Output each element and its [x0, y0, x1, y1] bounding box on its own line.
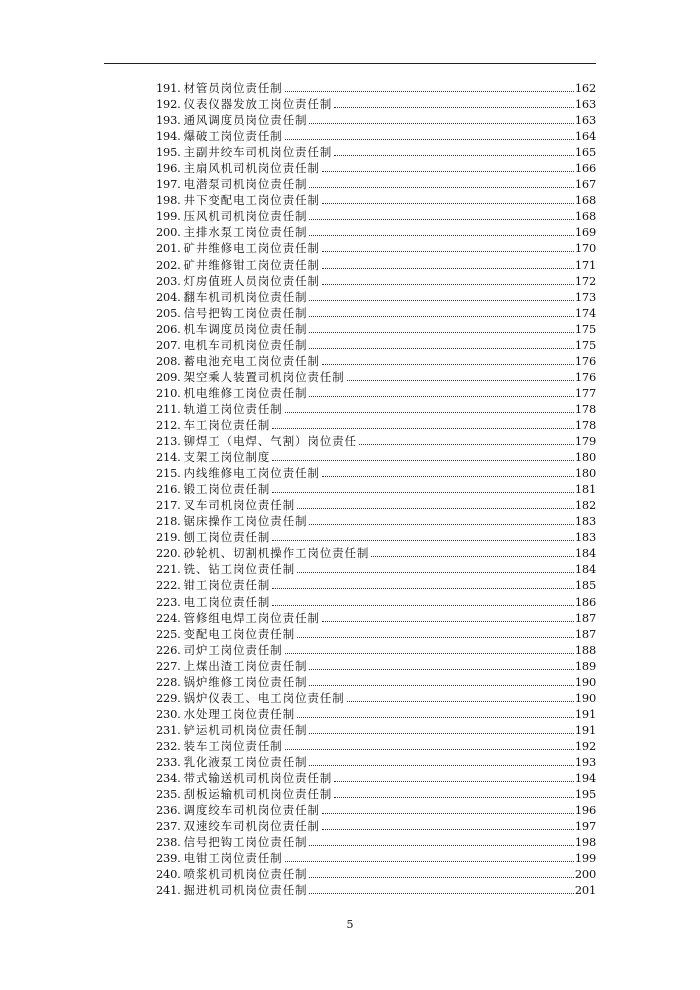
toc-entry[interactable] [156, 626, 596, 642]
toc-dot-leader [272, 460, 574, 461]
toc-dot-leader [309, 765, 573, 766]
toc-entry-title: 架空乘人装置司机岗位责任制 [183, 369, 345, 384]
toc-entry[interactable] [156, 417, 596, 433]
toc-dot-leader [285, 861, 574, 862]
toc-entry[interactable] [156, 160, 596, 176]
toc-entry[interactable] [156, 722, 596, 738]
toc-entry-title: 轨道工岗位责任制 [183, 401, 283, 416]
toc-entry[interactable] [156, 337, 596, 353]
toc-entry[interactable] [156, 112, 596, 128]
toc-entry[interactable] [156, 96, 596, 112]
toc-entry-page: 174 [574, 305, 596, 320]
toc-entry-number: 202. [156, 257, 181, 272]
toc-entry-page: 175 [574, 321, 596, 336]
toc-entry[interactable] [156, 305, 596, 321]
toc-entry[interactable] [156, 401, 596, 417]
toc-entry-page: 176 [574, 353, 596, 368]
toc-entry-page: 172 [574, 273, 596, 288]
toc-dot-leader [309, 685, 573, 686]
toc-entry-page: 188 [574, 642, 596, 657]
toc-entry-page: 165 [574, 145, 596, 160]
toc-entry[interactable] [156, 706, 596, 722]
toc-dot-leader [309, 524, 573, 525]
toc-entry-title: 掘进机司机岗位责任制 [183, 883, 308, 898]
toc-entry-number: 200. [156, 225, 181, 240]
toc-entry-number: 235. [156, 787, 181, 802]
toc-entry[interactable] [156, 80, 596, 96]
toc-entry-title: 带式输送机司机岗位责任制 [183, 771, 333, 786]
toc-entry-title: 机车调度员岗位责任制 [183, 321, 308, 336]
toc-entry[interactable] [156, 545, 596, 561]
toc-entry-title: 主排水泵工岗位责任制 [183, 225, 308, 240]
toc-entry-page: 166 [574, 161, 596, 176]
toc-entry[interactable] [156, 642, 596, 658]
toc-dot-leader [334, 155, 574, 156]
toc-entry-number: 234. [156, 771, 181, 786]
toc-entry[interactable] [156, 658, 596, 674]
toc-entry-number: 198. [156, 193, 181, 208]
toc-entry-page: 162 [574, 81, 596, 95]
toc-entry-page: 173 [574, 289, 596, 304]
toc-entry-number: 232. [156, 738, 181, 753]
toc-entry-page: 194 [574, 771, 596, 786]
toc-entry-page: 180 [574, 466, 596, 481]
toc-entry[interactable] [156, 690, 596, 706]
toc-entry-page: 170 [574, 241, 596, 256]
toc-dot-leader [309, 396, 573, 397]
toc-dot-leader [322, 476, 574, 477]
toc-entry-page: 195 [574, 787, 596, 802]
toc-dot-leader [309, 733, 573, 734]
toc-entry-number: 233. [156, 754, 181, 769]
toc-dot-leader [309, 893, 573, 894]
toc-entry-number: 204. [156, 289, 181, 304]
toc-entry-number: 240. [156, 867, 181, 882]
toc-entry-number: 210. [156, 385, 181, 400]
toc-dot-leader [322, 284, 574, 285]
toc-entry[interactable] [156, 353, 596, 369]
toc-entry-number: 223. [156, 594, 181, 609]
toc-entry-title: 主副井绞车司机岗位责任制 [183, 145, 333, 160]
toc-entry-title: 矿井维修电工岗位责任制 [183, 241, 320, 256]
toc-entry-title: 锻工岗位责任制 [183, 482, 271, 497]
toc-entry-number: 203. [156, 273, 181, 288]
toc-dot-leader [322, 268, 574, 269]
toc-dot-leader [309, 316, 573, 317]
toc-entry-page: 198 [574, 835, 596, 850]
toc-entry-page: 169 [574, 225, 596, 240]
toc-entry-page: 192 [574, 738, 596, 753]
toc-entry-number: 226. [156, 642, 181, 657]
toc-dot-leader [309, 187, 573, 188]
toc-entry-number: 228. [156, 674, 181, 689]
toc-entry-title: 电机车司机岗位责任制 [183, 337, 308, 352]
toc-dot-leader [297, 572, 574, 573]
toc-entry-number: 222. [156, 578, 181, 593]
toc-entry-title: 锯床操作工岗位责任制 [183, 514, 308, 529]
toc-dot-leader [322, 829, 574, 830]
toc-entry-title: 叉车司机岗位责任制 [183, 498, 296, 513]
toc-entry-number: 211. [156, 401, 181, 416]
toc-entry-title: 矿井维修钳工岗位责任制 [183, 257, 320, 272]
toc-entry-page: 180 [574, 450, 596, 465]
toc-entry-number: 214. [156, 450, 181, 465]
toc-entry[interactable] [156, 594, 596, 610]
toc-entry-title: 电钳工岗位责任制 [183, 851, 283, 866]
toc-entry[interactable] [156, 289, 596, 305]
toc-entry[interactable] [156, 818, 596, 834]
toc-dot-leader [272, 492, 574, 493]
toc-entry[interactable] [156, 257, 596, 273]
toc-entry-title: 主扇风机司机岗位责任制 [183, 161, 320, 176]
toc-entry-title: 信号把钩工岗位责任制 [183, 835, 308, 850]
table-of-contents [156, 80, 596, 898]
toc-dot-leader [322, 203, 574, 204]
toc-entry-title: 变配电工岗位责任制 [183, 626, 296, 641]
toc-dot-leader [272, 428, 574, 429]
toc-entry-title: 刨工岗位责任制 [183, 530, 271, 545]
toc-dot-leader [297, 508, 574, 509]
toc-entry-number: 192. [156, 97, 181, 112]
toc-entry-number: 229. [156, 690, 181, 705]
toc-entry[interactable] [156, 561, 596, 577]
toc-entry-number: 225. [156, 626, 181, 641]
toc-entry[interactable] [156, 465, 596, 481]
toc-dot-leader [285, 91, 574, 92]
toc-entry-title: 锅炉仪表工、电工岗位责任制 [183, 690, 345, 705]
toc-entry-title: 双速绞车司机岗位责任制 [183, 819, 320, 834]
toc-entry[interactable] [156, 321, 596, 337]
toc-entry-number: 212. [156, 417, 181, 432]
toc-entry-page: 163 [574, 97, 596, 112]
toc-entry[interactable] [156, 513, 596, 529]
toc-entry-page: 199 [574, 851, 596, 866]
toc-entry-title: 钳工岗位责任制 [183, 578, 271, 593]
toc-entry-title: 铲运机司机岗位责任制 [183, 722, 308, 737]
toc-entry-page: 168 [574, 209, 596, 224]
toc-entry-title: 灯房值班人员岗位责任制 [183, 273, 320, 288]
toc-entry-title: 材管员岗位责任制 [183, 81, 283, 95]
toc-entry-title: 锅炉维修工岗位责任制 [183, 674, 308, 689]
toc-dot-leader [272, 605, 574, 606]
toc-entry-number: 194. [156, 129, 181, 144]
toc-entry-page: 175 [574, 337, 596, 352]
toc-entry[interactable] [156, 866, 596, 882]
toc-entry-number: 217. [156, 498, 181, 513]
toc-entry[interactable] [156, 738, 596, 754]
toc-entry-number: 219. [156, 530, 181, 545]
toc-entry[interactable] [156, 770, 596, 786]
toc-entry[interactable] [156, 240, 596, 256]
toc-dot-leader [371, 556, 573, 557]
toc-entry-page: 187 [574, 610, 596, 625]
toc-entry-title: 调度绞车司机岗位责任制 [183, 803, 320, 818]
toc-entry-page: 184 [574, 546, 596, 561]
toc-dot-leader [309, 877, 573, 878]
toc-entry-page: 179 [574, 434, 596, 449]
toc-entry-title: 翻车机司机岗位责任制 [183, 289, 308, 304]
toc-entry-number: 230. [156, 706, 181, 721]
toc-dot-leader [322, 364, 574, 365]
toc-entry-number: 195. [156, 145, 181, 160]
toc-entry-number: 220. [156, 546, 181, 561]
toc-entry-title: 喷浆机司机岗位责任制 [183, 867, 308, 882]
toc-entry-page: 163 [574, 113, 596, 128]
toc-entry-title: 管修组电焊工岗位责任制 [183, 610, 320, 625]
toc-entry[interactable] [156, 192, 596, 208]
toc-entry[interactable] [156, 674, 596, 690]
toc-dot-leader [322, 171, 574, 172]
toc-entry-page: 187 [574, 626, 596, 641]
toc-entry-page: 190 [574, 690, 596, 705]
toc-entry-page: 167 [574, 177, 596, 192]
toc-entry-page: 178 [574, 417, 596, 432]
toc-entry-number: 213. [156, 434, 181, 449]
toc-entry-page: 178 [574, 401, 596, 416]
toc-dot-leader [297, 637, 574, 638]
toc-dot-leader [285, 139, 574, 140]
toc-entry-page: 181 [574, 482, 596, 497]
toc-entry-number: 215. [156, 466, 181, 481]
toc-entry-number: 196. [156, 161, 181, 176]
toc-entry[interactable] [156, 529, 596, 545]
toc-entry-page: 193 [574, 754, 596, 769]
toc-dot-leader [322, 251, 574, 252]
toc-entry-title: 内线维修电工岗位责任制 [183, 466, 320, 481]
toc-entry-number: 201. [156, 241, 181, 256]
toc-dot-leader [309, 235, 573, 236]
toc-entry-page: 171 [574, 257, 596, 272]
toc-entry-number: 221. [156, 562, 181, 577]
toc-entry-page: 164 [574, 129, 596, 144]
toc-entry-title: 乳化液泵工岗位责任制 [183, 754, 308, 769]
toc-entry-title: 砂轮机、切割机操作工岗位责任制 [183, 546, 370, 561]
toc-entry[interactable] [156, 449, 596, 465]
toc-entry-page: 183 [574, 514, 596, 529]
toc-dot-leader [272, 540, 574, 541]
toc-entry-page: 201 [574, 883, 596, 898]
toc-entry-title: 刮板运输机司机岗位责任制 [183, 787, 333, 802]
toc-entry[interactable] [156, 128, 596, 144]
toc-dot-leader [334, 797, 574, 798]
page-number: 5 [346, 918, 354, 931]
toc-entry[interactable] [156, 433, 596, 449]
toc-entry[interactable] [156, 610, 596, 626]
toc-entry[interactable] [156, 754, 596, 770]
toc-dot-leader [347, 701, 574, 702]
toc-entry-title: 司炉工岗位责任制 [183, 642, 283, 657]
toc-entry-number: 216. [156, 482, 181, 497]
toc-entry-page: 197 [574, 819, 596, 834]
toc-dot-leader [309, 219, 573, 220]
toc-entry[interactable] [156, 481, 596, 497]
toc-entry-number: 197. [156, 177, 181, 192]
toc-entry-title: 压风机司机岗位责任制 [183, 209, 308, 224]
toc-entry-number: 191. [156, 81, 181, 95]
toc-entry-title: 井下变配电工岗位责任制 [183, 193, 320, 208]
toc-entry[interactable] [156, 882, 596, 898]
toc-entry-title: 支架工岗位制度 [183, 450, 271, 465]
toc-entry-title: 铆焊工（电焊、气割）岗位责任 [183, 434, 358, 449]
toc-entry-number: 224. [156, 610, 181, 625]
toc-dot-leader [272, 588, 574, 589]
header-rule [104, 63, 596, 64]
toc-dot-leader [359, 444, 574, 445]
toc-entry-page: 176 [574, 369, 596, 384]
toc-entry[interactable] [156, 385, 596, 401]
toc-entry[interactable] [156, 786, 596, 802]
toc-entry-page: 189 [574, 658, 596, 673]
toc-entry-page: 185 [574, 578, 596, 593]
toc-dot-leader [285, 412, 574, 413]
toc-entry-page: 196 [574, 803, 596, 818]
toc-entry-page: 168 [574, 193, 596, 208]
toc-dot-leader [322, 813, 574, 814]
toc-entry[interactable] [156, 497, 596, 513]
toc-entry-page: 200 [574, 867, 596, 882]
toc-entry-number: 237. [156, 819, 181, 834]
toc-entry-title: 车工岗位责任制 [183, 417, 271, 432]
toc-entry-number: 206. [156, 321, 181, 336]
toc-entry[interactable] [156, 208, 596, 224]
toc-entry-page: 182 [574, 498, 596, 513]
toc-entry-page: 183 [574, 530, 596, 545]
toc-entry[interactable] [156, 577, 596, 593]
toc-dot-leader [297, 717, 574, 718]
toc-entry-number: 218. [156, 514, 181, 529]
toc-entry-number: 238. [156, 835, 181, 850]
toc-entry-title: 信号把钩工岗位责任制 [183, 305, 308, 320]
toc-entry-title: 通风调度员岗位责任制 [183, 113, 308, 128]
toc-dot-leader [322, 621, 574, 622]
toc-entry-title: 上煤出渣工岗位责任制 [183, 658, 308, 673]
toc-entry-number: 239. [156, 851, 181, 866]
toc-entry-number: 227. [156, 658, 181, 673]
toc-dot-leader [309, 332, 573, 333]
toc-entry-title: 爆破工岗位责任制 [183, 129, 283, 144]
toc-entry-page: 184 [574, 562, 596, 577]
toc-dot-leader [285, 653, 574, 654]
toc-entry[interactable] [156, 850, 596, 866]
toc-dot-leader [309, 348, 573, 349]
toc-entry-page: 191 [574, 722, 596, 737]
toc-dot-leader [309, 845, 573, 846]
toc-dot-leader [334, 107, 574, 108]
toc-dot-leader [285, 749, 574, 750]
toc-entry[interactable] [156, 802, 596, 818]
toc-entry-page: 186 [574, 594, 596, 609]
toc-entry-title: 水处理工岗位责任制 [183, 706, 296, 721]
toc-entry-number: 207. [156, 337, 181, 352]
toc-entry[interactable] [156, 369, 596, 385]
toc-entry-title: 装车工岗位责任制 [183, 738, 283, 753]
toc-entry-number: 205. [156, 305, 181, 320]
toc-entry[interactable] [156, 176, 596, 192]
toc-entry[interactable] [156, 834, 596, 850]
toc-entry-number: 236. [156, 803, 181, 818]
toc-entry-number: 208. [156, 353, 181, 368]
toc-entry-number: 193. [156, 113, 181, 128]
toc-entry[interactable] [156, 224, 596, 240]
toc-entry-title: 机电维修工岗位责任制 [183, 385, 308, 400]
toc-entry-page: 177 [574, 385, 596, 400]
toc-entry-title: 铣、钻工岗位责任制 [183, 562, 296, 577]
toc-entry-number: 231. [156, 722, 181, 737]
toc-entry-title: 电潜泵司机岗位责任制 [183, 177, 308, 192]
toc-entry[interactable] [156, 144, 596, 160]
toc-entry-number: 241. [156, 883, 181, 898]
toc-dot-leader [309, 123, 573, 124]
toc-dot-leader [309, 669, 573, 670]
toc-entry-title: 蓄电池充电工岗位责任制 [183, 353, 320, 368]
toc-dot-leader [334, 781, 574, 782]
toc-entry-page: 191 [574, 706, 596, 721]
toc-entry[interactable] [156, 273, 596, 289]
toc-dot-leader [347, 380, 574, 381]
toc-entry-number: 199. [156, 209, 181, 224]
toc-entry-title: 电工岗位责任制 [183, 594, 271, 609]
toc-dot-leader [309, 300, 573, 301]
toc-entry-number: 209. [156, 369, 181, 384]
toc-entry-title: 仪表仪器发放工岗位责任制 [183, 97, 333, 112]
toc-entry-page: 190 [574, 674, 596, 689]
